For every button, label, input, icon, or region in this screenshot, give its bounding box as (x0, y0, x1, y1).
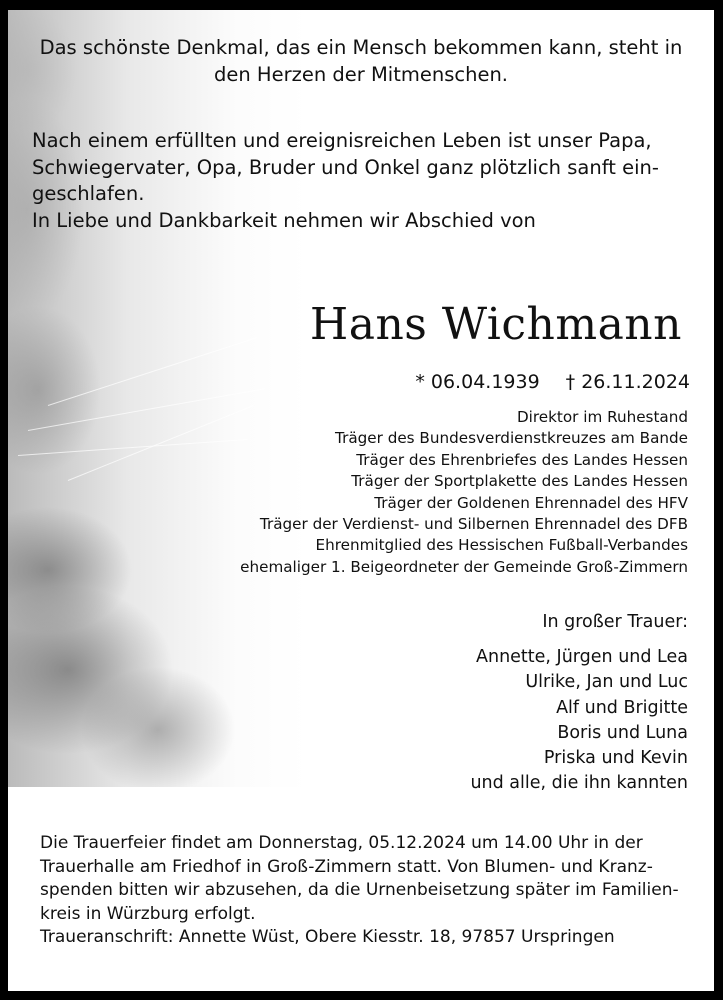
mourner-item: Ulrike, Jan und Luc (525, 672, 688, 693)
wheat-awn-decoration (28, 388, 265, 431)
funeral-details (40, 832, 679, 950)
honor-item: Träger der Goldenen Ehrennadel des HFV (374, 493, 688, 512)
funeral-line: Die Trauerfeier findet am Donnerstag, 05.12.2024 um 14.00 Uhr in der (40, 833, 643, 853)
mourner-item: Annette, Jürgen und Lea (476, 647, 688, 667)
birth-date: * 06.04.1939 (415, 371, 540, 393)
intro-line: Nach einem erfüllten und ereignisreichen Leben ist unser Papa, (32, 129, 652, 152)
deceased-name: Hans Wichmann (309, 299, 682, 350)
honor-item: Träger der Sportplakette des Landes Hessen (351, 472, 688, 491)
obituary-notice (8, 10, 714, 991)
honor-item: Träger des Bundesverdienstkreuzes am Bande (335, 429, 688, 448)
honor-item: Träger des Ehrenbriefes des Landes Hessen (356, 450, 688, 469)
memorial-quote (8, 34, 714, 88)
mourning-heading: In großer Trauer: (542, 612, 688, 632)
mourner-item: Alf und Brigitte (556, 697, 688, 718)
life-dates (415, 370, 690, 394)
mourner-item: Priska und Kevin (543, 748, 688, 769)
honor-item: Träger der Verdienst- und Silbernen Ehrennadel des DFB (259, 515, 688, 534)
quote-line: Das schönste Denkmal, das ein Mensch bekommen kann, steht in (39, 36, 683, 59)
mourners-list (470, 645, 688, 797)
mourner-item: und alle, die ihn kannten (470, 773, 688, 794)
funeral-line: Trauerhalle am Friedhof in Groß-Zimmern statt. Von Blumen- und Kranz- (40, 856, 653, 877)
funeral-line: spenden bitten wir abzusehen, da die Urnenbeisetzung später im Familien- (40, 880, 679, 900)
intro-line: Schwiegervater, Opa, Bruder und Onkel ganz plötzlich sanft ein- (32, 155, 659, 179)
mourner-item: Boris und Luna (557, 722, 688, 743)
funeral-line: kreis in Würzburg erfolgt. (40, 903, 256, 924)
mourning-address: Traueranschrift: Annette Wüst, Obere Kiesstr. 18, 97857 Urspringen (40, 927, 615, 947)
honor-item: Ehrenmitglied des Hessischen Fußball-Verbandes (315, 536, 688, 555)
quote-line: den Herzen der Mitmenschen. (213, 63, 509, 86)
honor-item: Direktor im Ruhestand (516, 408, 688, 426)
honor-item: ehemaliger 1. Beigeordneter der Gemeinde Groß-Zimmern (240, 557, 688, 576)
death-date: † 26.11.2024 (565, 371, 690, 393)
honors-list (240, 407, 688, 578)
intro-text (32, 128, 659, 234)
intro-line: In Liebe und Dankbarkeit nehmen wir Abschied von (32, 208, 536, 232)
intro-line: geschlafen. (32, 182, 145, 205)
wheat-awn-decoration (68, 405, 254, 481)
